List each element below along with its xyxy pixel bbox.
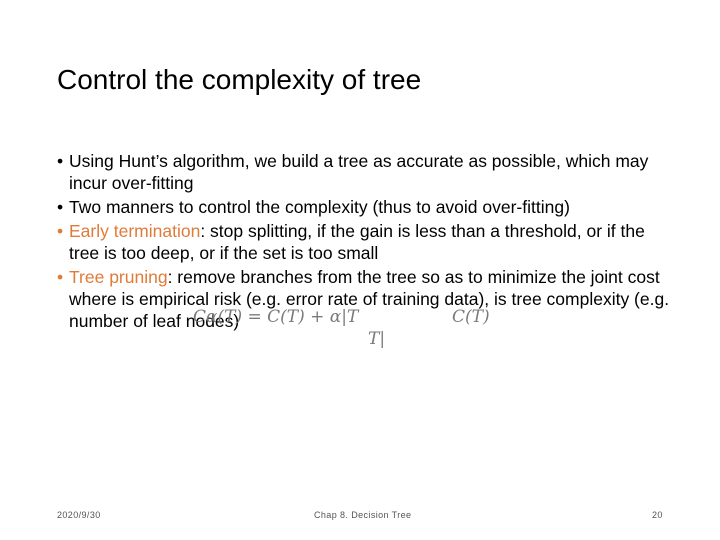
bullet-item	[57, 196, 677, 218]
slide-title: Control the complexity of tree	[57, 64, 422, 95]
bullet-text: : remove branches from the tree so as to minimize the joint cost where is empirical risk (e.g. error rate of training data), is tree complexity (e.g. number of leaf nodes)	[69, 267, 670, 331]
bullet-item	[57, 150, 677, 194]
bullet-dot: •	[57, 151, 64, 171]
bullet-item	[57, 220, 677, 264]
bullet-item	[57, 266, 677, 332]
bullet-dot: •	[57, 197, 64, 217]
footer-date: 2020/9/30	[57, 510, 101, 520]
bullet-dot: •	[57, 221, 64, 241]
bullet-list	[57, 150, 677, 334]
footer-page-number: 20	[652, 510, 663, 520]
bullet-text: Two manners to control the complexity (thus to avoid over-fitting)	[69, 197, 570, 217]
bullet-highlight: Tree pruning	[69, 267, 168, 287]
joint-cost-formula-tail: T|	[368, 329, 386, 349]
joint-cost-formula: Cα(T) = C(T) + α|T	[193, 307, 359, 327]
bullet-dot: •	[57, 267, 64, 287]
bullet-text: Using Hunt’s algorithm, we build a tree as accurate as possible, which may incur over-fitting	[69, 151, 649, 193]
bullet-text: : stop splitting, if the gain is less than a threshold, or if the tree is too deep, or if the set is too small	[69, 221, 645, 263]
risk-formula: C(T)	[452, 307, 490, 327]
footer-chapter: Chap 8. Decision Tree	[314, 510, 412, 520]
bullet-highlight: Early termination	[69, 221, 201, 241]
